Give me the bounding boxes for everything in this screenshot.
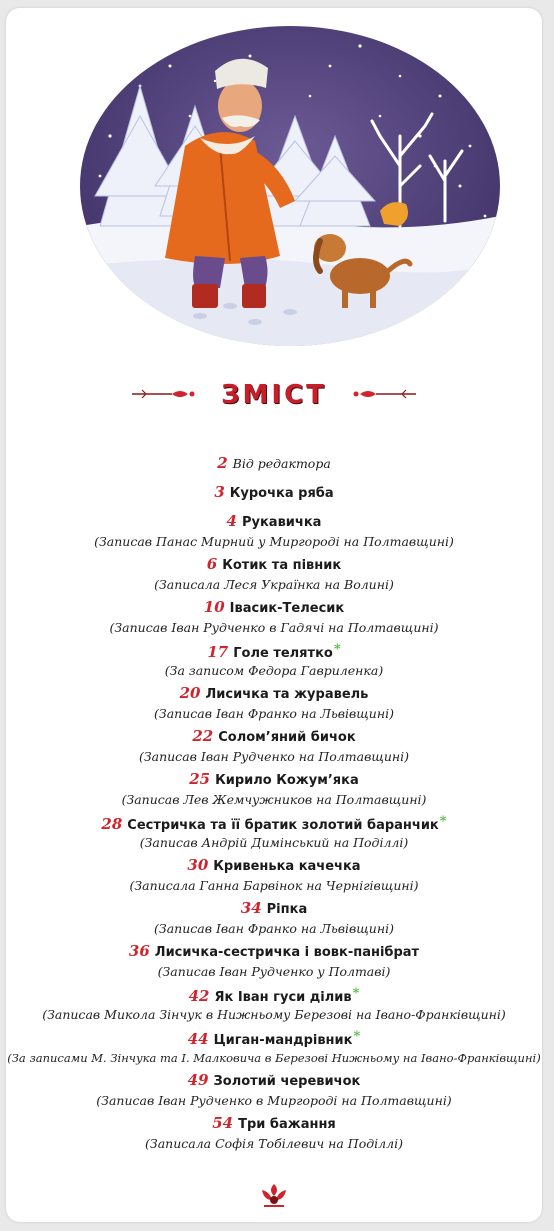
toc-entry[interactable] <box>6 897 542 940</box>
story-title: Голе телятко <box>233 646 333 661</box>
recorded-by-note: (За записами М. Зінчука та І. Малковича в Березові Нижньому на Івано-Франківщині) <box>7 1051 541 1065</box>
recorded-by-note: (Записав Іван Рудченко у Полтаві) <box>157 964 391 979</box>
toc-entry-title-line <box>6 510 542 531</box>
page-number: 30 <box>187 856 209 874</box>
book-page <box>6 8 542 1222</box>
story-title: Від редактора <box>232 456 331 471</box>
toc-entry-title-line <box>6 940 542 961</box>
page-number: 49 <box>187 1071 209 1089</box>
story-title: Котик та півник <box>222 558 342 573</box>
toc-entry[interactable] <box>6 768 542 811</box>
toc-entry-title-line <box>6 854 542 875</box>
recorded-by-note: (Записала Ганна Барвінок на Чернігівщині) <box>129 878 419 893</box>
table-of-contents <box>6 452 542 1155</box>
recorded-by-note: (Записав Іван Франко на Львівщині) <box>154 921 394 936</box>
toc-entry-title-line <box>6 725 542 746</box>
page-title: ЗМІСТ <box>221 380 327 410</box>
page-number: 28 <box>101 815 123 833</box>
page-number: 25 <box>189 770 211 788</box>
toc-entry-title-line <box>6 983 542 1004</box>
page-number: 22 <box>192 727 214 745</box>
story-title: Ріпка <box>266 902 308 917</box>
story-title: Циган-мандрівник <box>213 1033 353 1048</box>
page-number: 34 <box>240 899 262 917</box>
folk-ornament-icon <box>352 386 416 402</box>
story-title: Рукавичка <box>241 515 322 530</box>
star-icon: * <box>353 1029 361 1044</box>
star-icon: * <box>439 814 447 829</box>
recorded-by-note: (Записав Панас Мирний у Миргороді на Полтавщині) <box>94 534 454 549</box>
toc-entry[interactable] <box>6 1069 542 1112</box>
story-title: Солом’яний бичок <box>218 730 356 745</box>
story-title: Як Іван гуси ділив <box>214 990 352 1005</box>
winter-illustration <box>80 26 500 346</box>
toc-entry[interactable] <box>6 1026 542 1069</box>
toc-entry[interactable] <box>6 452 542 481</box>
toc-entry[interactable] <box>6 811 542 854</box>
page-number: 20 <box>179 684 201 702</box>
page-number: 36 <box>128 942 150 960</box>
page-number: 3 <box>214 483 225 501</box>
recorded-by-note: (За записом Федора Гавриленка) <box>164 663 384 678</box>
star-icon: * <box>352 986 360 1001</box>
story-title: Три бажання <box>238 1117 336 1132</box>
recorded-by-note: (Записала Леся Українка на Волині) <box>154 577 394 592</box>
toc-entry-title-line <box>6 768 542 789</box>
recorded-by-note: (Записав Лев Жемчужников на Полтавщині) <box>121 792 427 807</box>
story-title: Золотий черевичок <box>213 1074 361 1089</box>
toc-entry-title-line <box>6 596 542 617</box>
toc-entry-title-line <box>6 682 542 703</box>
recorded-by-note: (Записав Іван Рудченко в Гадячі на Полтавщині) <box>109 620 439 635</box>
page-number: 17 <box>207 643 229 661</box>
recorded-by-note: (Записав Микола Зінчук в Нижньому Березові на Івано-Франківщині) <box>42 1007 506 1022</box>
toc-entry[interactable] <box>6 854 542 897</box>
toc-entry-title-line <box>6 1069 542 1090</box>
flower-logo-icon <box>256 1180 292 1210</box>
story-title: Курочка ряба <box>229 486 334 501</box>
toc-entry-title-line <box>6 452 542 473</box>
story-title: Лисичка-сестричка і вовк-панібрат <box>154 945 420 960</box>
page-number: 6 <box>206 555 218 573</box>
toc-entry-title-line <box>6 553 542 574</box>
page-number: 10 <box>203 598 225 616</box>
recorded-by-note: (Записав Іван Рудченко в Миргороді на Полтавщині) <box>96 1093 452 1108</box>
page-number: 54 <box>212 1114 234 1132</box>
recorded-by-note: (Записав Іван Франко на Львівщині) <box>154 706 394 721</box>
toc-entry[interactable] <box>6 639 542 682</box>
toc-entry[interactable] <box>6 1112 542 1155</box>
page-number: 2 <box>217 454 228 472</box>
toc-entry-title-line <box>6 1112 542 1133</box>
toc-entry[interactable] <box>6 596 542 639</box>
page-number: 42 <box>188 987 210 1005</box>
toc-entry[interactable] <box>6 940 542 983</box>
story-title: Івасик-Телесик <box>229 601 345 616</box>
story-title: Кривенька качечка <box>213 859 361 874</box>
toc-entry[interactable] <box>6 983 542 1026</box>
toc-entry-title-line <box>6 811 542 832</box>
toc-entry-title-line <box>6 639 542 660</box>
recorded-by-note: (Записала Софія Тобілевич на Поділлі) <box>145 1136 403 1151</box>
toc-entry[interactable] <box>6 682 542 725</box>
toc-entry[interactable] <box>6 553 542 596</box>
recorded-by-note: (Записав Андрій Димінський на Поділлі) <box>139 835 409 850</box>
toc-entry-title-line <box>6 897 542 918</box>
page-number: 44 <box>187 1030 209 1048</box>
star-icon: * <box>333 642 341 657</box>
toc-entry-title-line <box>6 1026 542 1047</box>
page-number: 4 <box>226 512 237 530</box>
toc-header <box>6 378 542 418</box>
toc-entry-title-line <box>6 481 542 502</box>
story-title: Сестричка та її братик золотий баранчик <box>127 818 439 833</box>
toc-entry[interactable] <box>6 481 542 510</box>
story-title: Кирило Кожум’яка <box>215 773 359 788</box>
toc-entry[interactable] <box>6 725 542 768</box>
recorded-by-note: (Записав Іван Рудченко на Полтавщині) <box>138 749 410 764</box>
toc-entry[interactable] <box>6 510 542 553</box>
story-title: Лисичка та журавель <box>205 687 369 702</box>
